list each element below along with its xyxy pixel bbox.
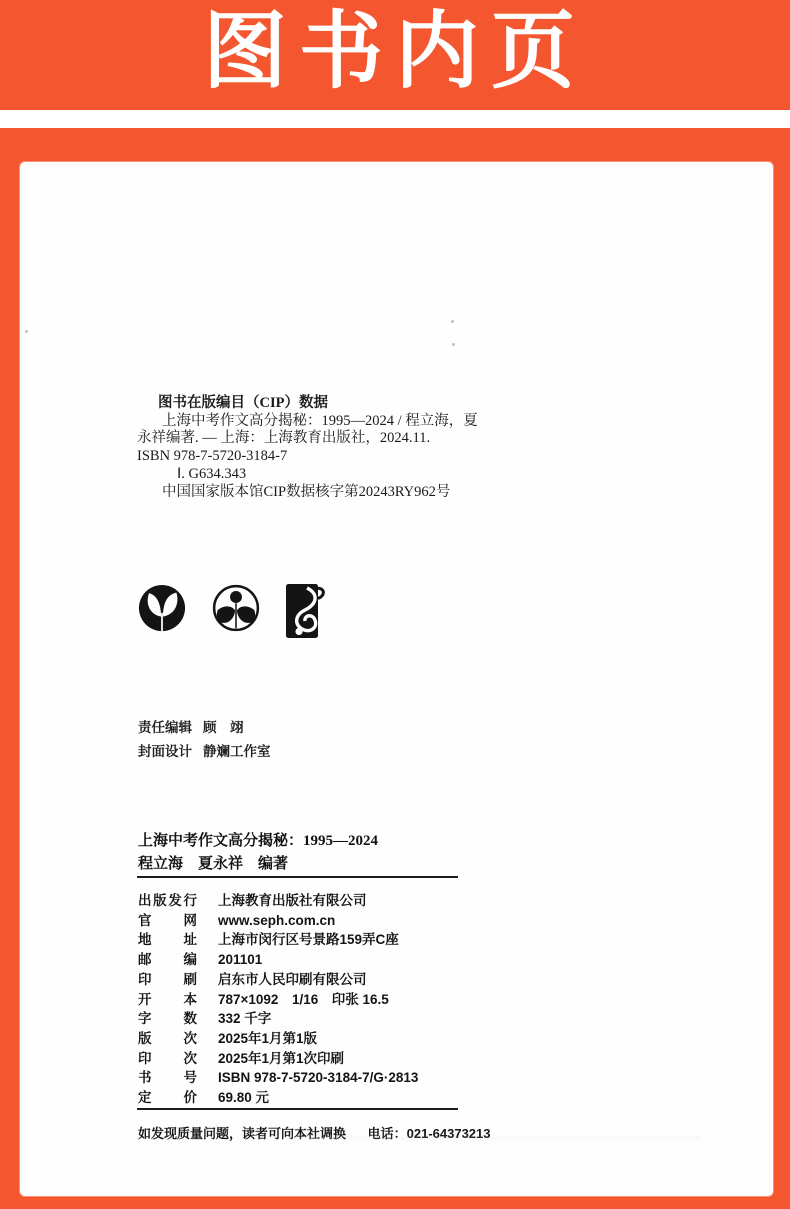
cip-line: 永祥编著. — 上海：上海教育出版社，2024.11. <box>137 430 431 447</box>
colophon-label: 书号 <box>138 1070 197 1086</box>
rule-top <box>137 876 458 878</box>
colophon-value: 2025年1月第1版 <box>218 1031 318 1047</box>
book-authors: 程立海 夏永祥 编著 <box>138 856 289 872</box>
cip-block <box>137 395 517 501</box>
colophon-label: 字数 <box>138 1011 197 1027</box>
colophon-row <box>138 930 558 950</box>
title-block <box>138 830 378 876</box>
promo-banner <box>0 0 790 110</box>
colophon-value: 332 千字 <box>218 1011 272 1027</box>
flower-circle-logo-icon <box>212 583 260 635</box>
colophon-row <box>138 950 558 970</box>
credits-block <box>138 716 271 764</box>
cip-heading: 图书在版编目（CIP）数据 <box>158 395 328 411</box>
cip-record-line: 中国国家版本馆CIP数据核字第20243RY962号 <box>162 483 451 500</box>
cip-line: 上海中考作文高分揭秘：1995—2024 / 程立海，夏 <box>162 412 478 429</box>
colophon-label: 邮编 <box>138 952 197 968</box>
colophon-value: 2025年1月第1次印刷 <box>218 1050 345 1066</box>
colophon-row <box>138 891 558 911</box>
credit-label: 责任编辑 <box>138 720 192 735</box>
colophon-row <box>138 911 558 931</box>
colophon-row <box>138 1088 558 1108</box>
book-page-photo <box>20 162 773 1196</box>
sprout-circle-logo-icon <box>138 583 186 635</box>
banner-divider-strip <box>0 110 790 128</box>
page-showthrough-ghost <box>290 1137 700 1141</box>
colophon-value: 启东市人民印刷有限公司 <box>218 971 367 987</box>
colophon-value: 上海市闵行区号景路159弄C座 <box>218 932 399 948</box>
colophon-value: ISBN 978-7-5720-3184-7/G·2813 <box>218 1070 419 1086</box>
colophon-value: 787×1092 1/16 印张 16.5 <box>218 991 389 1007</box>
credit-label: 封面设计 <box>138 744 192 759</box>
colophon-row <box>138 1009 558 1029</box>
cip-isbn-line: ISBN 978-7-5720-3184-7 <box>137 448 288 465</box>
colophon-row <box>138 1068 558 1088</box>
publisher-logos <box>138 583 336 639</box>
colophon-label: 印刷 <box>138 971 197 987</box>
colophon-label: 出版发行 <box>138 893 197 908</box>
colophon-row <box>138 1049 558 1069</box>
paper-speck <box>452 343 455 346</box>
notice-text: 如发现质量问题，读者可向本社调换 <box>138 1126 347 1141</box>
colophon-value: 201101 <box>218 952 263 968</box>
colophon-row <box>138 970 558 990</box>
paper-speck <box>451 320 454 323</box>
credit-value: 静斓工作室 <box>203 744 271 759</box>
colophon-label: 版次 <box>138 1031 197 1047</box>
colophon-label: 开本 <box>138 991 197 1007</box>
colophon-label: 定价 <box>138 1090 197 1106</box>
rule-bottom <box>137 1108 458 1110</box>
treble-clef-logo-icon <box>286 583 336 639</box>
credit-row-cover-design <box>138 740 271 764</box>
notice-phone: 电话：021-64373213 <box>367 1126 491 1141</box>
paper-speck <box>25 330 28 333</box>
colophon-label: 官网 <box>138 912 197 928</box>
colophon-label: 地址 <box>138 932 197 948</box>
colophon-row <box>138 1029 558 1049</box>
colophon-row <box>138 990 558 1010</box>
credit-row-editor <box>138 716 271 740</box>
banner-title: 图书内页 <box>202 4 587 98</box>
colophon-label: 印次 <box>138 1050 197 1066</box>
credit-value: 顾 翊 <box>203 720 244 735</box>
colophon-value: 69.80 元 <box>218 1090 270 1106</box>
cip-class-line: Ⅰ. G634.343 <box>177 465 247 482</box>
colophon <box>138 891 558 1108</box>
colophon-value: www.seph.com.cn <box>218 912 336 928</box>
colophon-value: 上海教育出版社有限公司 <box>218 893 367 908</box>
book-title: 上海中考作文高分揭秘：1995—2024 <box>138 833 379 849</box>
